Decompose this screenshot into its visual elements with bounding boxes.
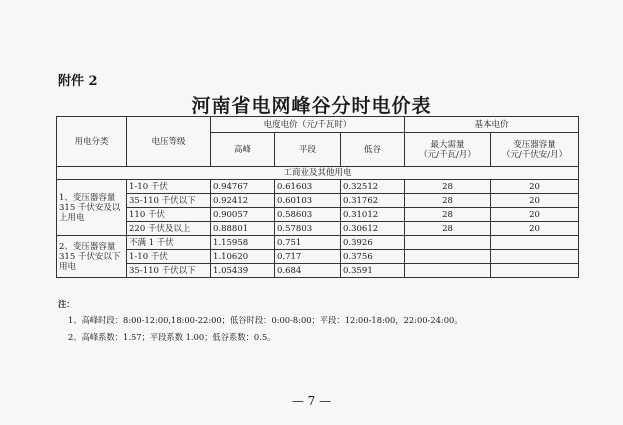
voltage-cell: 1-10 千伏	[127, 180, 211, 194]
table-row	[57, 264, 579, 278]
transformer-cell: 20	[491, 194, 579, 208]
peak-cell: 1.15958	[211, 236, 275, 250]
flat-cell: 0.684	[275, 264, 341, 278]
energy-price-header: 电度电价（元/千瓦时）	[211, 117, 405, 133]
peak-cell: 1.10620	[211, 250, 275, 264]
col-max-demand-header: 最大需量 （元/千瓦/月）	[405, 133, 491, 167]
page-title: 河南省电网峰谷分时电价表	[191, 95, 432, 117]
basic-price-header: 基本电价	[405, 117, 579, 133]
valley-cell: 0.3756	[341, 250, 405, 264]
table-row	[57, 236, 579, 250]
flat-cell: 0.60103	[275, 194, 341, 208]
peak-cell: 0.90057	[211, 208, 275, 222]
col-transformer-header: 变压器容量 （元/千伏安/月）	[491, 133, 579, 167]
col-flat-header: 平段	[275, 133, 341, 167]
valley-cell: 0.30612	[341, 222, 405, 236]
header-row-1	[57, 117, 579, 133]
max-demand-cell: 28	[405, 194, 491, 208]
section-row	[57, 167, 579, 180]
col-valley-header: 低谷	[341, 133, 405, 167]
peak-cell: 0.94767	[211, 180, 275, 194]
notes	[58, 299, 463, 349]
flat-cell: 0.57803	[275, 222, 341, 236]
tariff-table	[56, 116, 579, 278]
col-voltage-header: 电压等级	[127, 117, 211, 167]
notes-label: 注：	[58, 299, 75, 309]
transformer-cell	[491, 236, 579, 250]
peak-cell: 0.88801	[211, 222, 275, 236]
transformer-cell	[491, 250, 579, 264]
col-category-header: 用电分类	[57, 117, 127, 167]
note-time-periods: 1、高峰时段：8:00-12:00,18:00-22:00；低谷时段：0:00-8:00；平段：12:00-18:00，22:00-24:00。	[68, 315, 463, 325]
max-demand-cell: 28	[405, 208, 491, 222]
flat-cell: 0.61603	[275, 180, 341, 194]
max-demand-cell	[405, 236, 491, 250]
max-demand-cell: 28	[405, 222, 491, 236]
voltage-cell: 不满 1 千伏	[127, 236, 211, 250]
category-cell: 2、变压器容量 315 千伏安以下用电	[57, 236, 127, 278]
attachment-label: 附件 2	[58, 74, 98, 89]
flat-cell: 0.58603	[275, 208, 341, 222]
peak-cell: 0.92412	[211, 194, 275, 208]
flat-cell: 0.717	[275, 250, 341, 264]
note-coefficients: 2、高峰系数：1.57；平段系数 1.00；低谷系数：0.5。	[68, 332, 276, 342]
max-demand-cell: 28	[405, 180, 491, 194]
flat-cell: 0.751	[275, 236, 341, 250]
page-number: — 7 —	[291, 394, 332, 408]
voltage-cell: 110 千伏	[127, 208, 211, 222]
voltage-cell: 1-10 千伏	[127, 250, 211, 264]
transformer-cell: 20	[491, 208, 579, 222]
table-row	[57, 250, 579, 264]
voltage-cell: 35-110 千伏以下	[127, 194, 211, 208]
max-demand-cell	[405, 250, 491, 264]
category-cell: 1、变压器容量 315 千伏安及以上用电	[57, 180, 127, 236]
table-row	[57, 222, 579, 236]
peak-cell: 1.05439	[211, 264, 275, 278]
table-row	[57, 194, 579, 208]
table-row	[57, 180, 579, 194]
voltage-cell: 220 千伏及以上	[127, 222, 211, 236]
transformer-cell	[491, 264, 579, 278]
transformer-cell: 20	[491, 222, 579, 236]
valley-cell: 0.3926	[341, 236, 405, 250]
transformer-cell: 20	[491, 180, 579, 194]
valley-cell: 0.3591	[341, 264, 405, 278]
section-title: 工商业及其他用电	[57, 167, 579, 180]
valley-cell: 0.31762	[341, 194, 405, 208]
voltage-cell: 35-110 千伏以下	[127, 264, 211, 278]
max-demand-cell	[405, 264, 491, 278]
valley-cell: 0.32512	[341, 180, 405, 194]
col-peak-header: 高峰	[211, 133, 275, 167]
table-row	[57, 208, 579, 222]
valley-cell: 0.31012	[341, 208, 405, 222]
